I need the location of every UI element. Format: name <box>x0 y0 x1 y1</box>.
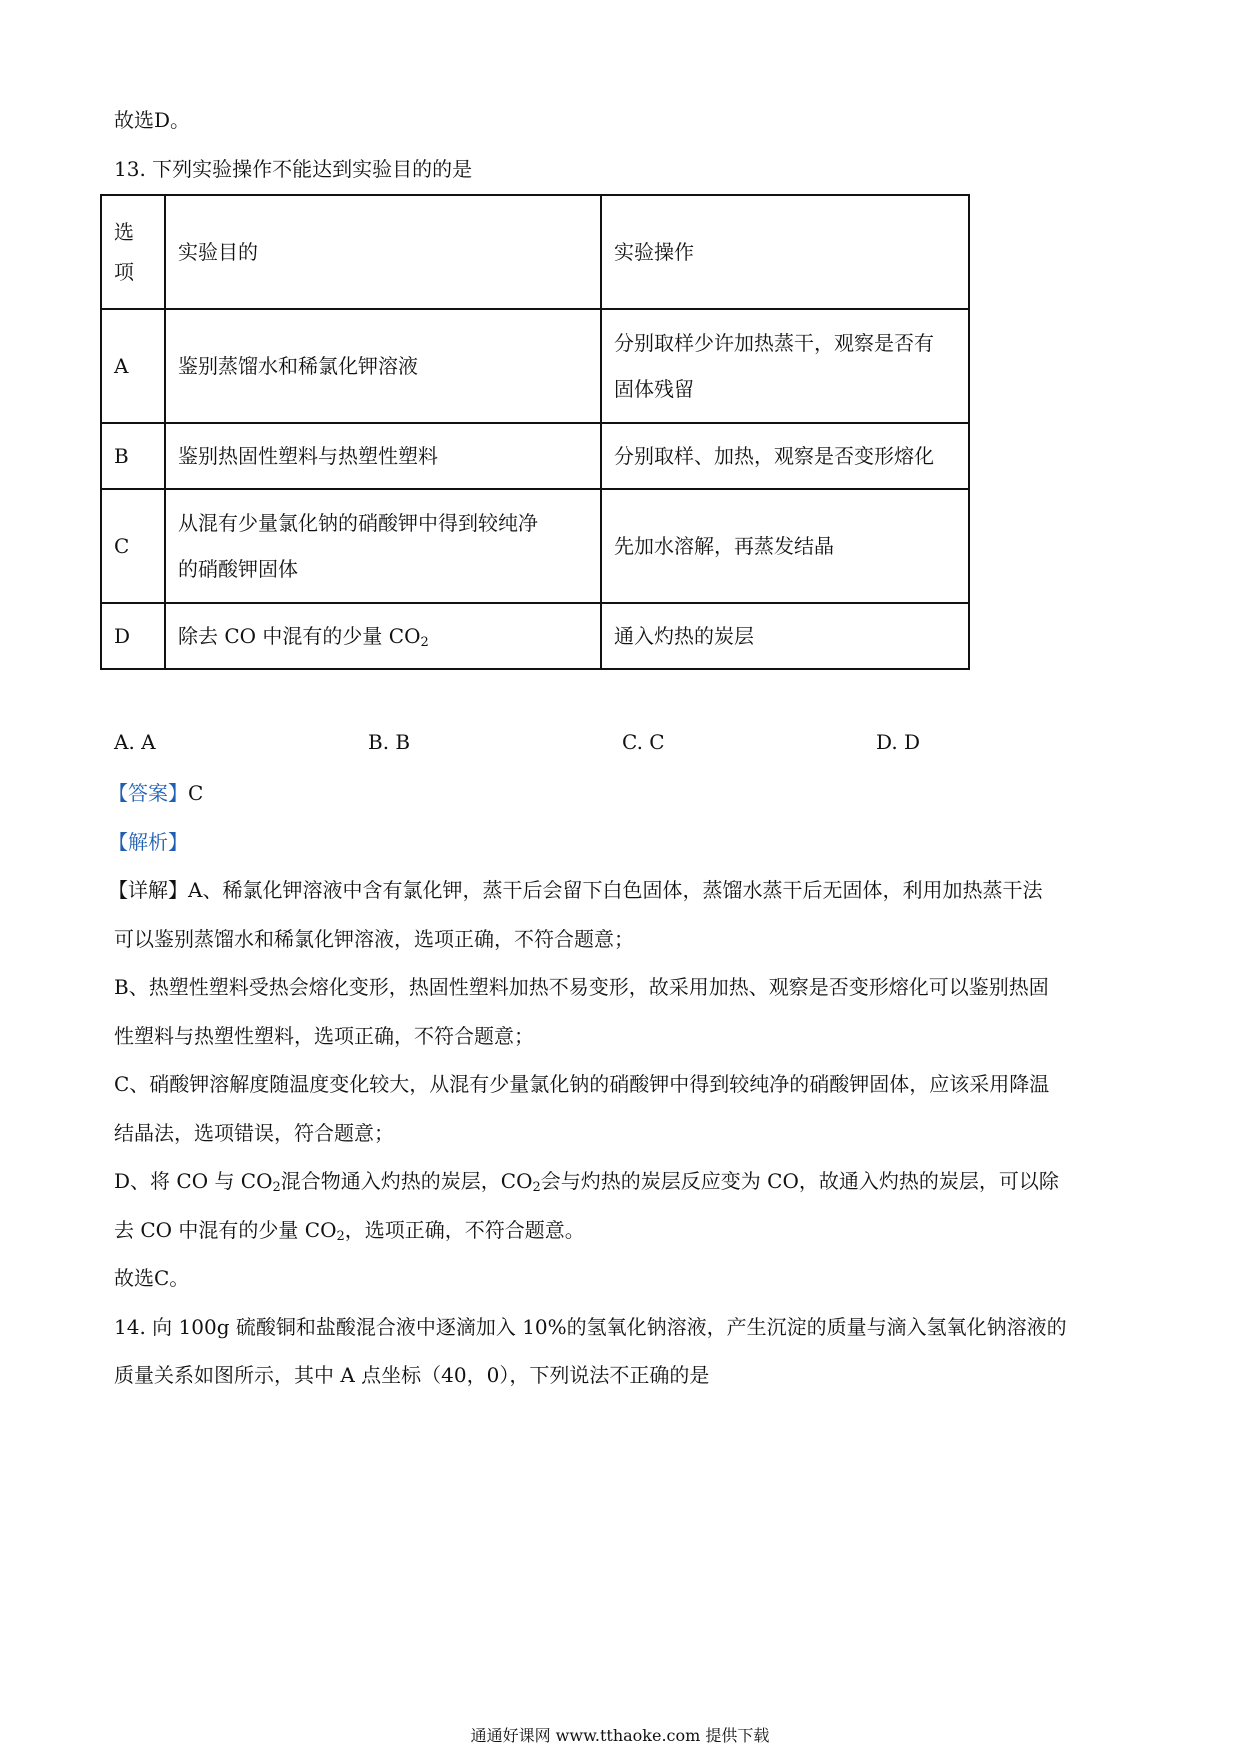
row-operation <box>601 309 969 423</box>
purpose-text: 除去 CO 中混有的少量 CO <box>178 624 421 648</box>
q13-conclusion: 故选C。 <box>114 1266 190 1290</box>
question-13-stem: 13. 下列实验操作不能达到实验目的的是 <box>114 157 473 181</box>
answer-value: C <box>188 781 204 805</box>
row-option: C <box>101 489 165 603</box>
detail-text: 混合物通入灼热的炭层，CO <box>280 1169 533 1193</box>
header-option-part-2: 项 <box>114 260 134 284</box>
row-purpose: 鉴别热固性塑料与热塑性塑料 <box>165 423 601 489</box>
footer-source: 通通好课网 www.tthaoke.com 提供下载 <box>470 1726 770 1745</box>
row-option: D <box>101 603 165 669</box>
table-header-row <box>101 195 969 309</box>
detail-line-6: 结晶法，选项错误，符合题意； <box>114 1121 394 1145</box>
detail-text: 去 CO 中混有的少量 CO <box>114 1218 337 1242</box>
experiment-table <box>100 194 970 670</box>
row-operation: 通入灼热的炭层 <box>601 603 969 669</box>
subscript: 2 <box>336 1229 345 1244</box>
header-operation: 实验操作 <box>601 195 969 309</box>
header-purpose: 实验目的 <box>165 195 601 309</box>
row-operation: 分别取样、加热，观察是否变形熔化 <box>601 423 969 489</box>
detail-text: A、稀氯化钾溶液中含有氯化钾，蒸干后会留下白色固体，蒸馏水蒸干后无固体，利用加热蒸干法 <box>188 878 1043 902</box>
choice-b: B. B <box>368 730 411 754</box>
header-option <box>101 195 165 309</box>
table-row <box>101 309 969 423</box>
detail-line-1 <box>108 876 1042 904</box>
subscript: 2 <box>532 1180 541 1195</box>
header-option-part-1: 选 <box>114 220 134 244</box>
detail-line-2: 可以鉴别蒸馏水和稀氯化钾溶液，选项正确，不符合题意； <box>114 927 634 951</box>
table-row <box>101 603 969 669</box>
operation-line: 固体残留 <box>614 377 694 401</box>
purpose-line: 从混有少量氯化钠的硝酸钾中得到较纯净 <box>178 511 538 535</box>
row-purpose <box>165 489 601 603</box>
answer-tag: 【答案】 <box>108 781 188 805</box>
detail-line-7 <box>114 1167 1059 1195</box>
detail-text: ，选项正确，不符合题意。 <box>344 1218 585 1242</box>
question-14-line-1: 14. 向 100g 硫酸铜和盐酸混合液中逐滴加入 10%的氢氧化钠溶液，产生沉淀的质量与滴入氢氧化钠溶液的 <box>114 1315 1067 1339</box>
table-row <box>101 489 969 603</box>
detail-line-5: C、硝酸钾溶解度随温度变化较大，从混有少量氯化钠的硝酸钾中得到较纯净的硝酸钾固体，应该采用降温 <box>114 1072 1050 1096</box>
row-purpose: 鉴别蒸馏水和稀氯化钾溶液 <box>165 309 601 423</box>
analysis-tag: 【解析】 <box>108 830 188 854</box>
table-row <box>101 423 969 489</box>
choice-a: A. A <box>114 730 156 754</box>
choice-c: C. C <box>622 730 665 754</box>
subscript: 2 <box>272 1180 281 1195</box>
answer-line <box>108 779 203 807</box>
detail-text: 会与灼热的炭层反应变为 CO，故通入灼热的炭层，可以除 <box>540 1169 1059 1193</box>
detail-line-3: B、热塑性塑料受热会熔化变形，热固性塑料加热不易变形，故采用加热、观察是否变形熔化可以鉴别热固 <box>114 975 1049 999</box>
detail-text: D、将 CO 与 CO <box>114 1169 273 1193</box>
detail-tag: 【详解】 <box>108 878 188 902</box>
row-option: B <box>101 423 165 489</box>
choice-d: D. D <box>876 730 921 754</box>
row-operation: 先加水溶解，再蒸发结晶 <box>601 489 969 603</box>
previous-conclusion: 故选D。 <box>114 108 191 132</box>
question-14-line-2: 质量关系如图所示，其中 A 点坐标（40，0），下列说法不正确的是 <box>114 1363 710 1387</box>
subscript: 2 <box>420 635 429 650</box>
detail-line-8 <box>114 1216 585 1244</box>
detail-line-4: 性塑料与热塑性塑料，选项正确，不符合题意； <box>114 1024 534 1048</box>
row-purpose <box>165 603 601 669</box>
row-option: A <box>101 309 165 423</box>
purpose-line: 的硝酸钾固体 <box>178 557 298 581</box>
operation-line: 分别取样少许加热蒸干，观察是否有 <box>614 331 934 355</box>
